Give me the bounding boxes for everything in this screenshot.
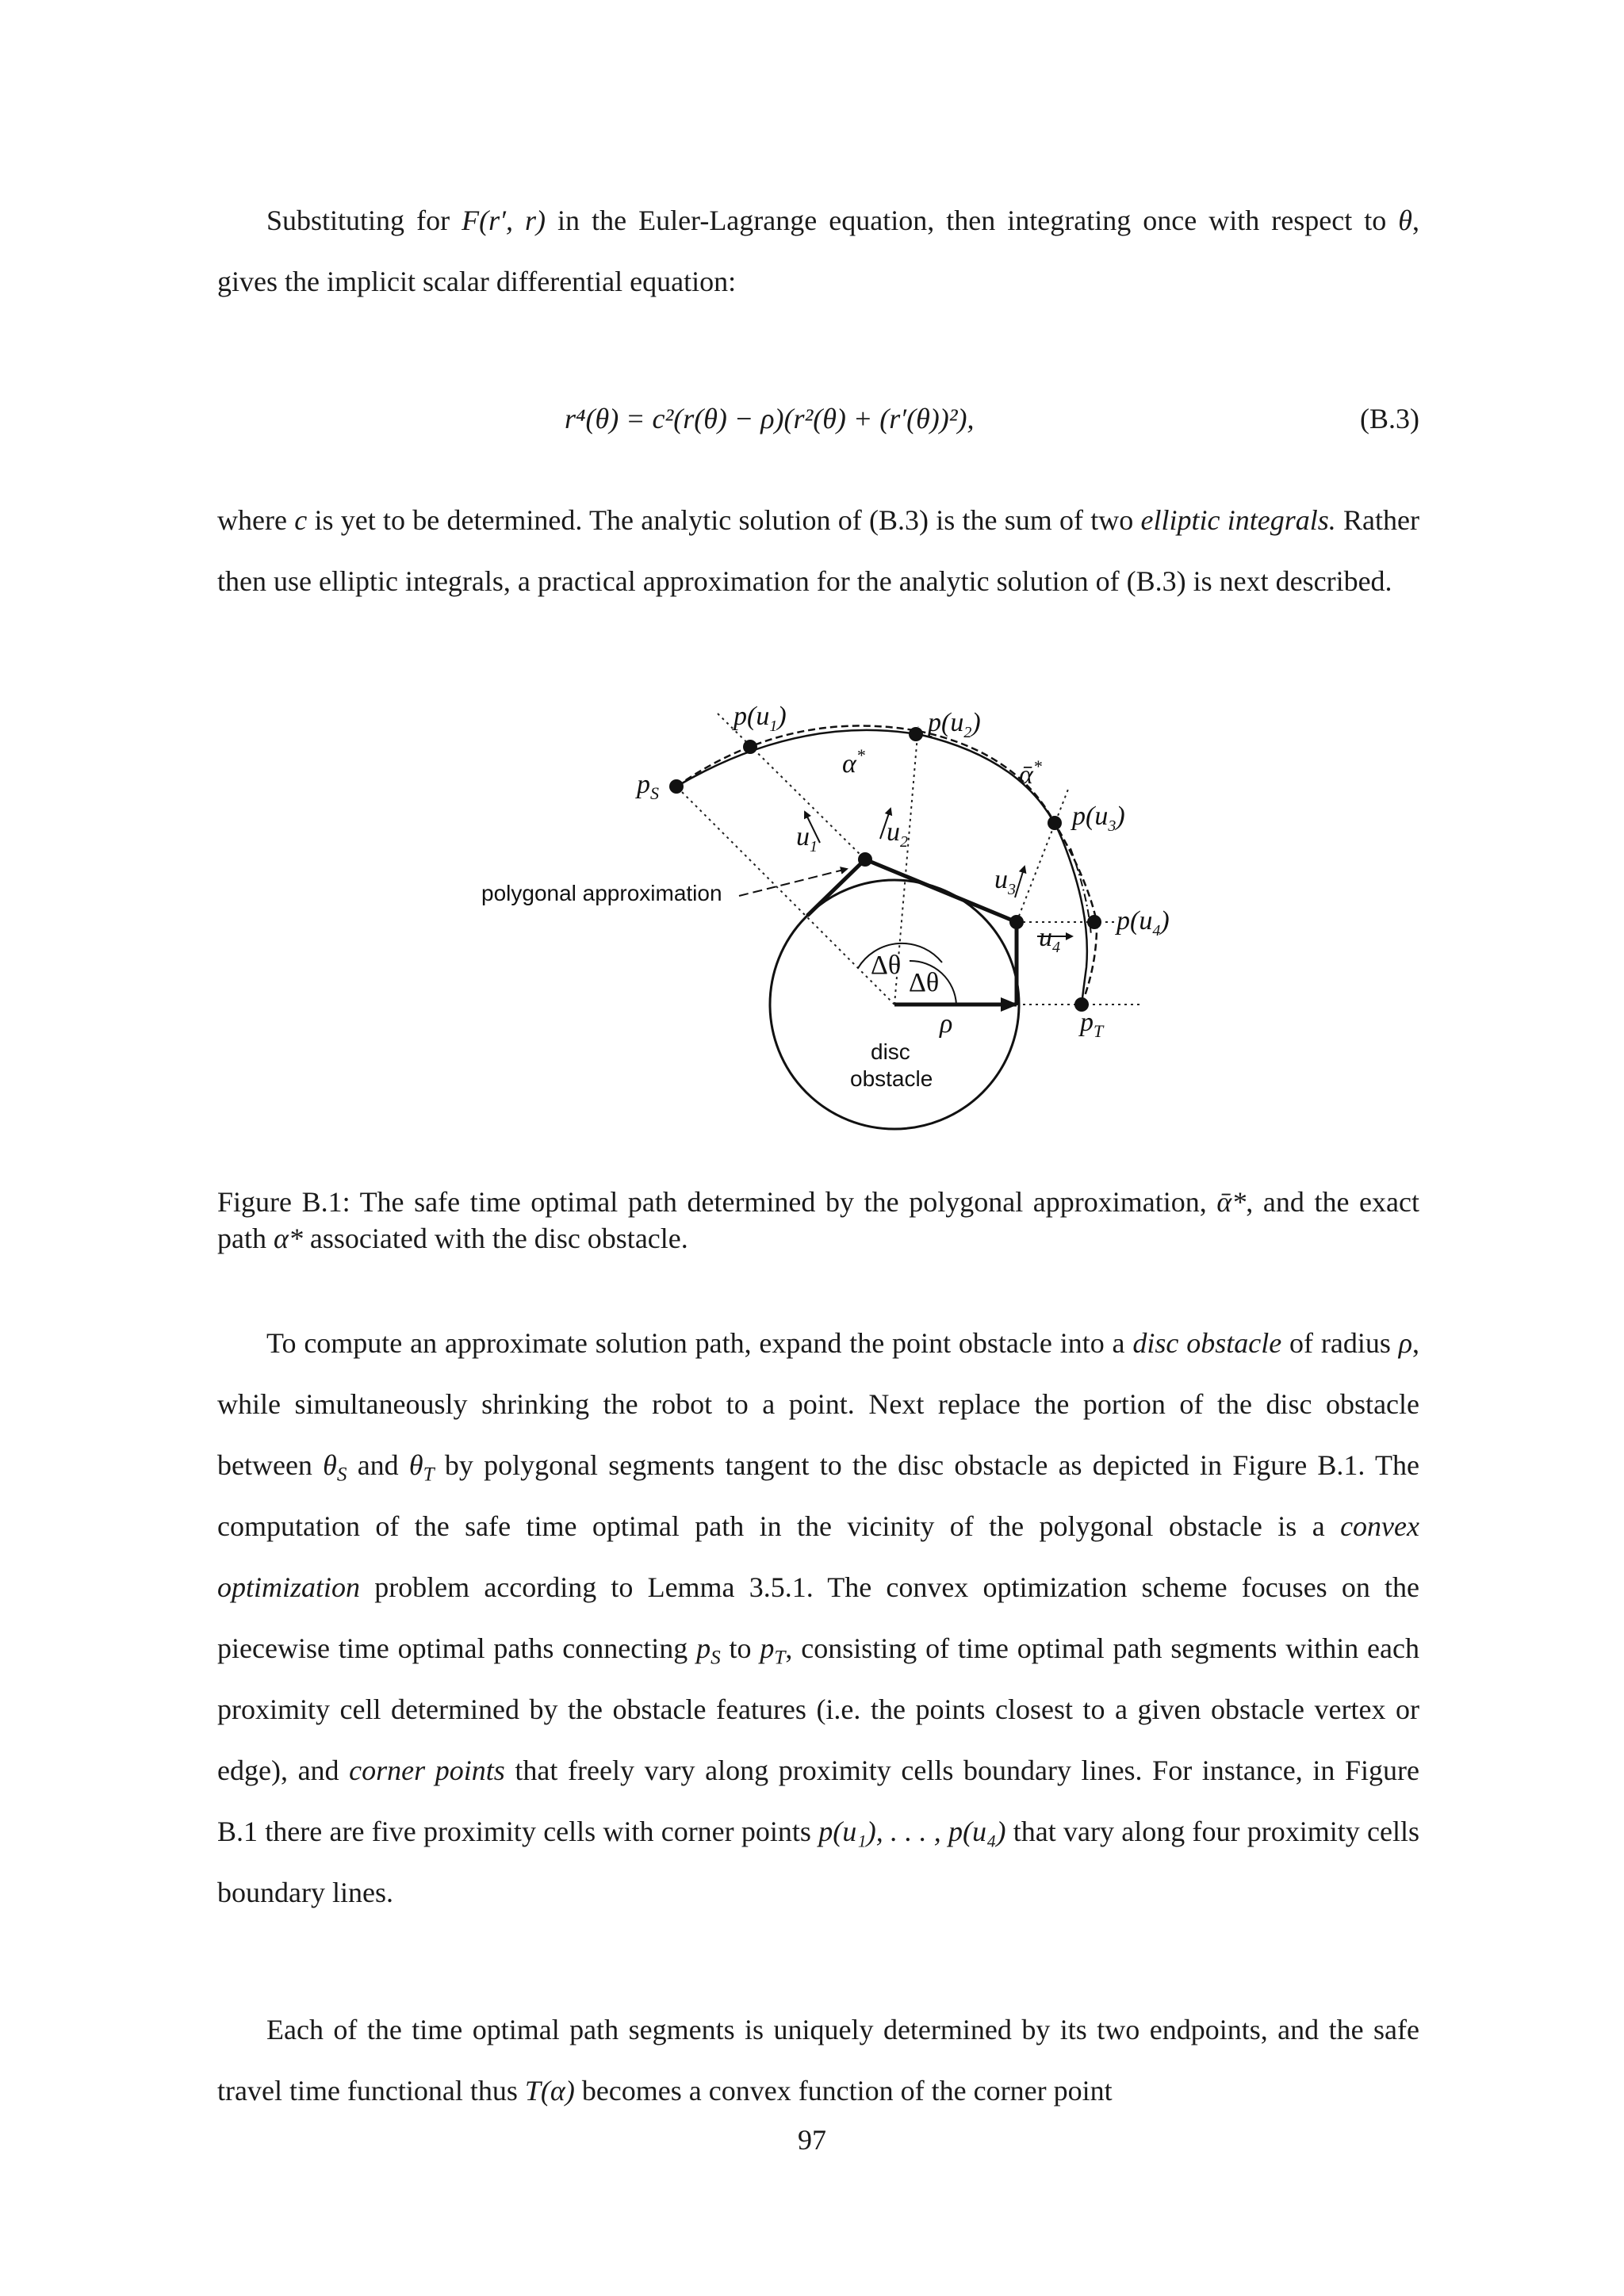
theta-symbol: θ <box>1398 205 1412 236</box>
point-p-u1 <box>743 740 757 754</box>
label-alpha-star: α* <box>842 745 865 779</box>
label-u3: $u_3$ <box>994 865 1016 898</box>
label-p-u3: $p(u_3)$ <box>1072 802 1125 835</box>
body-paragraph-disc-obstacle: To compute an approximate solution path, expand the point obstacle into a disc obstacle of radius ρ, while simultaneously shrinking the robot to a point. Next replace the portion of the disc obstacle between $\theta_S$ and $\theta_T$ by polygonal segments tangent to the disc obstacle as depicted in Figure B.1. The computation of the safe time optimal path in the vicinity of the polygonal obstacle is a convex optimization problem according to Lemma 3.5.1. The convex optimization scheme focuses on the piecewise time optimal paths connecting $p_S$ to $p_T$, consisting of time optimal path segments within each proximity cell determined by the obstacle features (i.e. the points closest to a given obstacle vertex or edge), and corner points that freely vary along proximity cells boundary lines. For instance, in Figure B.1 there are five proximity cells with corner points p(u₁), . . . , p(u₄) that vary along four proximity cells boundary lines. <box>217 1327 1420 1908</box>
F-expression: F(r′, r) <box>462 205 546 236</box>
u3-arrow <box>1015 867 1025 897</box>
vertex-2 <box>1009 915 1024 929</box>
page-number: 97 <box>798 2124 826 2156</box>
label-delta-theta-2: Δθ <box>909 968 940 997</box>
point-p-u3 <box>1048 816 1062 830</box>
equation-body: r⁴(θ) = c²(r(θ) − ρ)(r²(θ) + (r′(θ))²), <box>565 403 975 434</box>
label-u1: $u_1$ <box>796 822 818 855</box>
point-ps <box>669 779 684 794</box>
label-polygonal-approximation: polygonal approximation <box>481 881 722 905</box>
body-paragraph-time-optimal: Each of the time optimal path segments is uniquely determined by its two endpoints, and the safe travel time functional thus T(α) becomes a convex function of the corner point <box>217 2014 1419 2107</box>
label-p-u1: $p(u_1)$ <box>733 702 787 735</box>
intro-paragraph: Substituting for F(r′, r) in the Euler-Lagrange equation, then integrating once with respect to θ, gives the implicit scalar differential equation: <box>217 205 1419 297</box>
solution-paragraph: where c is yet to be determined. The analytic solution of (B.3) is the sum of two elliptic integrals. Rather then use elliptic integrals, a practical approximation for the analytic solution of (B.3) is next described. <box>217 504 1419 597</box>
equation-number: (B.3) <box>1360 403 1419 434</box>
p-u1-boundary-line <box>718 714 865 859</box>
label-delta-theta-1: Δθ <box>871 951 902 980</box>
label-p-u4: $p(u_4)$ <box>1116 906 1170 939</box>
label-obstacle: obstacle <box>850 1066 933 1091</box>
label-u4: $u_4$ <box>1039 923 1060 956</box>
label-p-u2: $p(u_2)$ <box>928 708 981 741</box>
vertex-1 <box>858 852 872 867</box>
figure-caption: Figure B.1: The safe time optimal path determined by the polygonal approximation, ᾱ*, and the exact path α* associated with the disc obstacle. <box>217 1186 1419 1254</box>
label-pt: $p_T$ <box>1080 1008 1104 1041</box>
label-u2: $u_2$ <box>887 817 908 851</box>
point-p-u4 <box>1087 915 1101 929</box>
elliptic-integrals-term: elliptic integrals. <box>1140 504 1336 536</box>
label-ps: $p_S$ <box>637 770 659 803</box>
point-p-u2 <box>909 727 923 741</box>
label-alpha-bar-star: ᾱ* <box>1019 756 1042 790</box>
label-disc: disc <box>871 1039 910 1064</box>
label-rho: ρ <box>940 1009 953 1039</box>
p-u3-boundary-line <box>1017 787 1069 922</box>
